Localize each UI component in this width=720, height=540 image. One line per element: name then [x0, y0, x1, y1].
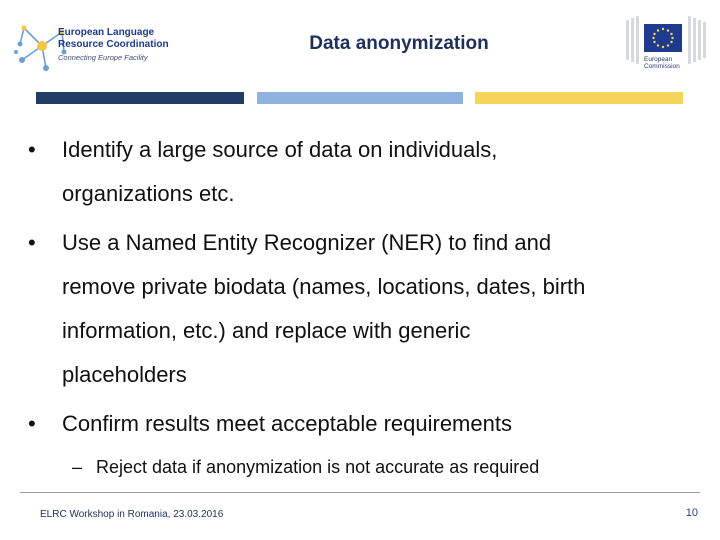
- footer-divider: [20, 492, 700, 493]
- ec-caption-line2: Commission: [644, 63, 680, 70]
- footer-event-label: ELRC Workshop in Romania, 23.03.2016: [40, 509, 224, 520]
- elrc-logo-tagline: Connecting Europe Facility: [58, 53, 148, 62]
- european-commission-building-icon: [622, 12, 712, 82]
- navy-color-bar: [36, 92, 244, 104]
- yellow-color-bar: [475, 92, 683, 104]
- bullet-2-line-2: remove private biodata (names, locations, dates, birth: [62, 274, 586, 299]
- elrc-logo-text: [58, 27, 169, 62]
- sub-bullet-text: Reject data if anonymization is not accurate as required: [96, 457, 540, 477]
- bullet-2-line-3: information, etc.) and replace with generic: [62, 318, 471, 343]
- ec-caption-line1: European: [644, 56, 673, 63]
- page-title: Data anonymization: [309, 33, 489, 54]
- bullet-1-line-2: organizations etc.: [62, 181, 235, 206]
- sub-bullet-dash: –: [72, 457, 83, 477]
- page-number: 10: [685, 507, 698, 519]
- european-commission-caption: [644, 56, 680, 70]
- bullet-symbol: •: [28, 411, 36, 436]
- bullet-2-line-4: placeholders: [62, 362, 187, 387]
- european-commission-logo: [622, 12, 712, 82]
- bullet-symbol: •: [28, 230, 36, 255]
- bullet-symbol: •: [28, 137, 36, 162]
- elrc-logo-line1: European Language: [58, 27, 155, 38]
- elrc-logo-line2: Resource Coordination: [58, 39, 169, 50]
- bullet-1-line-1: Identify a large source of data on individuals,: [62, 137, 498, 162]
- blue-color-bar: [257, 92, 463, 104]
- bullet-3-line-1: Confirm results meet acceptable requirements: [62, 411, 512, 436]
- bullet-2-line-1: Use a Named Entity Recognizer (NER) to find and: [62, 230, 552, 255]
